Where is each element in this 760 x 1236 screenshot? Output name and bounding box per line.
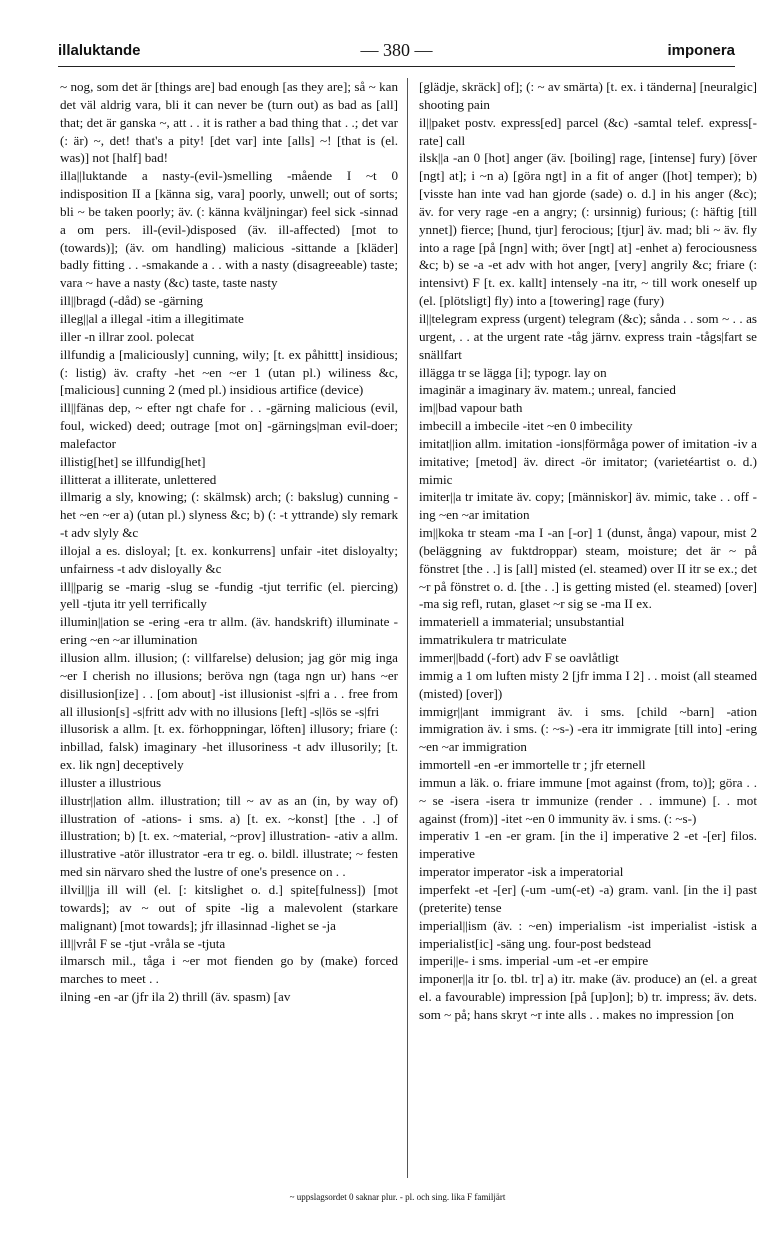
dictionary-entry: ill||parig se -marig -slug se -fundig -tjut terrific (el. piercing) yell -tjuta itr yell terrifically [60, 578, 398, 612]
dictionary-entry: illeg||al a illegal -itim a illegitimate [60, 310, 244, 326]
dictionary-entry: illusion allm. illusion; (: villfarelse) delusion; jag gör mig inga ~er I cherish no illusions; beröva ngn (taga ngn ur) hans ~er disillusion[ize] . . [om about] -ist illusionist -s|fri a . . free from all illusion[s] -s|fritt adv with no illusions [left] -s|lös se -s|fri [60, 650, 398, 719]
dictionary-entry: illägga tr se lägga [i]; typogr. lay on [419, 364, 607, 380]
dictionary-entry: illusorisk a allm. [t. ex. förhoppningar, löften] illusory; friare (: inbillad, falsk) imaginary -het illusoriness -t adv illusorily; [t. ex. lik ngn] deceptively [60, 721, 398, 773]
dictionary-entry: ill||bragd (-dåd) se -gärning [60, 293, 204, 309]
header-guide-word-right: imponera [667, 42, 735, 59]
dictionary-entry: illitterat a illiterate, unlettered [60, 471, 217, 487]
dictionary-entry: illustr||ation allm. illustration; till ~ av as an (in, by way of) illustration of -ations- i sms. a) [t. ex. ~konst] [the . .] of illustration; b) [t. ex. ~material, ~prov] illustration- -ativ a allm. illustrative -atör illustrator -era tr eg. o. bildl. illustrate; ~ festen med sin närvaro shed the lustre of one's presence on . . [60, 792, 398, 880]
dictionary-entry: illojal a es. disloyal; [t. ex. konkurrens] unfair -itet disloyalty; unfairness -t adv disloyally &c [60, 542, 398, 576]
dictionary-entry: ~ nog, som det är [things are] bad enough [as they are]; så ~ kan det väl aldrig vara, bli it can never be (turn out) as bad as [all] that; det är ganska ~, att . . it is rather a bad thing that . .; det var (: är) ~, det! that's a pity! [det var] inte [alls] ~! [that is (el. was)] not [half] bad! [60, 79, 398, 166]
dictionary-entry: ilmarsch mil., tåga i ~er mot fienden go by (make) forced marches to meet . . [60, 953, 398, 987]
header-guide-word-left: illaluktande [58, 42, 141, 59]
dictionary-entry: il||telegram express (urgent) telegram (&c); sånda . . som ~ . . as urgent, . . at the urgent rate -tåg järnv. express train -tågs|fart se snällfart [419, 310, 757, 362]
dictionary-entry: illa||luktande a nasty-(evil-)smelling -mående I ~t 0 indisposition II a [känna sig, vara] poorly, unwell; out of sorts; bli ~ be taken poorly; äv. (: känna kväljningar) feel sick -sinnad a om pers. ill-(evil-)disposed (äv. ill-affected) [mot to (towards)]; (äv. om handling) malicious -sittande a [kläder] badly fitting . . -smakande a . . with a nasty (disagreeable) taste; vara ~ have a nasty (&c) taste, taste nasty [60, 168, 398, 291]
dictionary-entry: im||koka tr steam -ma I -an [-or] 1 (dunst, ånga) vapour, mist 2 (beläggning av fuktdroppar) steam, moisture; det är ~ på fönstret [the . .] is [all] misted (el. steamed) over II itr se ex.; det ~r på fönstret o. d. [the . .] is getting misted (el. steamed) [over] -ma sig refl, rutan, glaset ~r sig se -ma II ex. [419, 525, 757, 612]
dictionary-entry: imbecill a imbecile -itet ~en 0 imbecility [419, 418, 633, 434]
dictionary-entry: immigr||ant immigrant äv. i sms. [child ~barn] -ation immigration äv. i sms. (: ~s-) -era itr immigrate [till into] -ering ~en ~ar immigration [419, 703, 757, 755]
left-column [60, 78, 398, 1178]
dictionary-entry: immortell -en -er immortelle tr ; jfr eternell [419, 757, 646, 773]
dictionary-entry: imitat||ion allm. imitation -ions|förmåga power of imitation -iv a imitative; [metod] äv. direct -ör imitator; (varietéartist o. d.) mimic [419, 435, 757, 487]
dictionary-entry: imperfekt -et -[er] (-um -um(-et) -a) gram. vanl. [in the i] past (preterite) tense [419, 881, 757, 915]
dictionary-entry: immer||badd (-fort) adv F se oavlåtligt [419, 650, 619, 665]
dictionary-entry: illuster a illustrious [60, 774, 162, 790]
header-rule [58, 66, 735, 67]
dictionary-entry: illistig[het] se illfundig[het] [60, 453, 206, 469]
dictionary-entry: illumin||ation se -ering -era tr allm. (äv. handskrift) illuminate -ering ~en ~ar illumination [60, 614, 398, 648]
dictionary-entry: illfundig a [maliciously] cunning, wily; [t. ex påhittt] insidious; (: listig) äv. crafty -het ~en ~er 1 (utan pl.) wiliness &c, [malicious] cunning 2 (med pl.) insidious artifice (device) [60, 346, 398, 398]
dictionary-entry: ilsk||a -an 0 [hot] anger (äv. [boiling] rage, [intense] fury) [över [ngt] at]; i ~n a) [göra ngt] in a fit of anger ([hot] temper); b) [visste han inte vad han gjorde (sade) o. d.] in his anger (&c); äv. for very rage -en a angry; (: ursinnig) furious; (: häftig [till ynnet]) fierce; [hund, tjur] ferocious; [tjur] äv. mad; bli ~ äv. fly into a rage [på [ngn] with; över [ngt] at] -enhet a) ferociousness &c; b) se -a -et adv with hot anger, [very] angrily &c; friare (: intensivt) F [t. ex. kallt] intensely -na itr, ~ till work oneself up (el. [plötsligt] fly) into a [towering] rage (fury) [419, 150, 757, 309]
page-footer-legend: ~ uppslagsordet 0 saknar plur. - pl. och sing. lika F familjärt [289, 1192, 506, 1202]
dictionary-entry: imiter||a tr imitate äv. copy; [människor] äv. mimic, take . . off -ing ~en ~ar imitation [419, 489, 757, 523]
dictionary-entry: illmarig a sly, knowing; (: skälmsk) arch; (: bakslug) cunning -het ~en ~er a) (utan pl.) slyness &c; b) (: -t yttrande) sly remark -t adv slyly &c [60, 489, 398, 541]
dictionary-entry: immun a läk. o. friare immune [mot against (from, to)]; göra . . ~ se -isera -isera tr immunize (render . . immune) [. . mot against (from)] -itet ~en 0 immunity äv. i sms. (: ~s-) [419, 774, 757, 826]
dictionary-entry: immig a 1 om luften misty 2 [jfr imma I 2] . . moist (all steamed (misted) [over]) [419, 667, 757, 701]
dictionary-entry: imperativ 1 -en -er gram. [in the i] imperative 2 -et -[er] filos. imperative [419, 828, 757, 862]
dictionary-entry: illvil||ja ill will (el. [: kitslighet o. d.] spite[fulness]) [mot towards]; av ~ out of spite -lig a malevolent (starkare malignant) [mot towards]; jfr illasinnad -lighet se -ja [60, 881, 398, 933]
dictionary-entry: imperator imperator -isk a imperatorial [419, 864, 624, 880]
page-number: — 380 — [360, 40, 433, 60]
dictionary-entry: ilning -en -ar (jfr ila 2) thrill (äv. spasm) [av [60, 989, 291, 1005]
dictionary-entry: imaginär a imaginary äv. matem.; unreal, fancied [419, 382, 676, 398]
right-column [419, 78, 757, 1178]
dictionary-entry: iller -n illrar zool. polecat [60, 328, 195, 344]
dictionary-entry: imperi||e- i sms. imperial -um -et -er empire [419, 953, 649, 969]
dictionary-entry: immatrikulera tr matriculate [419, 632, 567, 648]
dictionary-entry: imponer||a itr [o. tbl. tr] a) itr. make (äv. produce) an (el. a great el. a favourable) impression [på [up]on]; b) tr. impress; äv. dets. som ~ på; hans skryt ~r inte alls . . makes no impression [on [419, 971, 757, 1022]
dictionary-entry: ill||vrål F se -tjut -vråla se -tjuta [60, 935, 226, 951]
dictionary-entry: [glädje, skräck] of]; (: ~ av smärta) [t. ex. i tänderna] [neuralgic] shooting pain [419, 79, 757, 112]
dictionary-entry: imperial||ism (äv. : ~en) imperialism -ist imperialist -istisk a imperialist[ic] -säng ung. four-post bedstead [419, 917, 757, 951]
page-header [58, 40, 735, 64]
column-divider [407, 78, 408, 1178]
dictionary-entry: immateriell a immaterial; unsubstantial [419, 614, 625, 630]
dictionary-entry: im||bad vapour bath [419, 400, 523, 416]
dictionary-entry: ill||fänas dep, ~ efter ngt chafe for . . -gärning malicious (evil, foul, wicked) deed; outrage [mot on] -gärnings|man evil-doer; malefactor [60, 400, 398, 451]
dictionary-entry: il||paket postv. express[ed] parcel (&c) -samtal telef. express[-rate] call [419, 114, 757, 148]
